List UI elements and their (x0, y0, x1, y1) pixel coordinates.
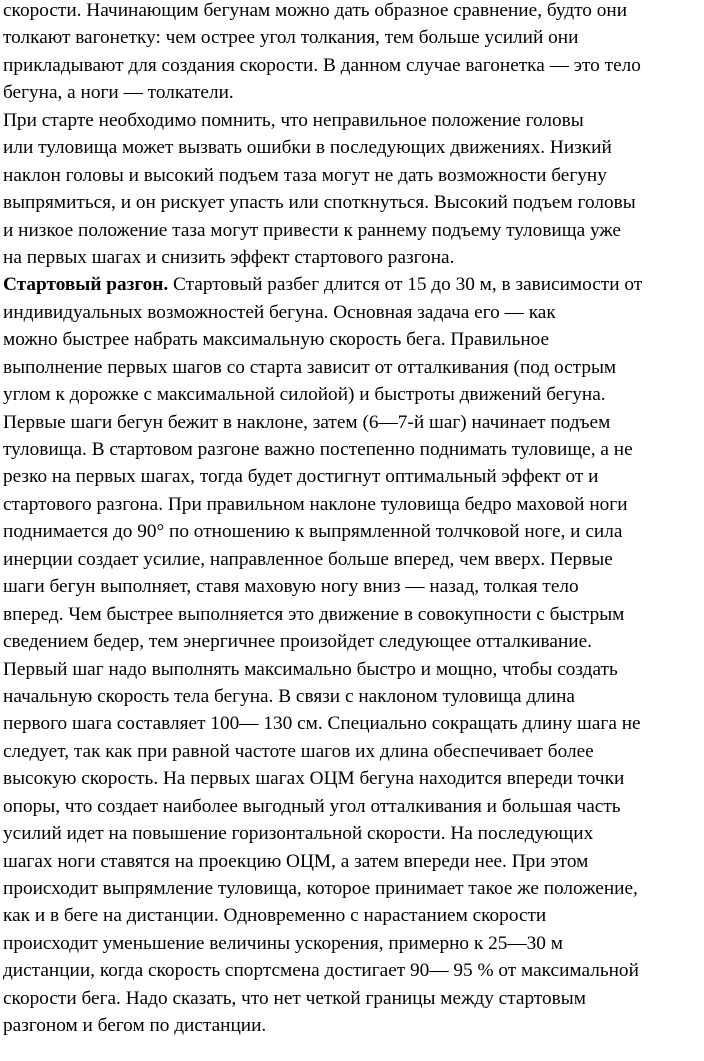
text-line: начальную скорость тела бегуна. В связи с наклоном туловища длина (3, 685, 575, 707)
text-line: можно быстрее набрать максимальную скорость бега. Правильное (3, 329, 550, 351)
text-line: толкают вагонетку: чем острее угол толкания, тем больше усилий они (3, 27, 579, 49)
text-line: и низкое положение таза могут привести к раннему подъему туловища уже (3, 219, 621, 241)
text-line: или туловища может вызвать ошибки в последующих движениях. Низкий (3, 137, 612, 159)
text-line: выполнение первых шагов со старта зависит от отталкивания (под острым (3, 356, 617, 378)
text-line: При старте необходимо помнить, что неправильное положение головы (3, 109, 584, 131)
text-line: поднимается до 90° по отношению к выпрямленной толчковой ноге, и сила (3, 521, 623, 543)
text-line: шагах ноги ставятся на проекцию ОЦМ, а затем впереди нее. При этом (3, 850, 589, 872)
text-line: первого шага составляет 100— 130 см. Специально сокращать длину шага не (3, 713, 641, 735)
text-line: происходит уменьшение величины ускорения, примерно к 25—30 м (3, 932, 563, 954)
text-line: усилий идет на повышение горизонтальной скорости. На последующих (3, 823, 594, 845)
text-line: прикладывают для создания скорости. В данном случае вагонетка — это тело (3, 54, 641, 76)
text-line: следует, так как при равной частоте шагов их длина обеспечивает более (3, 740, 594, 762)
text-line: индивидуальных возможностей бегуна. Основная задача его — как (3, 301, 556, 323)
text-line: выпрямиться, и он рискует упасть или споткнуться. Высокий подъем головы (3, 192, 636, 214)
text-line: туловища. В стартовом разгоне важно постепенно поднимать туловище, а не (3, 439, 633, 460)
text-line: высокую скорость. На первых шагах ОЦМ бегуна находится впереди точки (3, 768, 625, 790)
text-line: инерции создает усилие, направленное больше вперед, чем вверх. Первые (3, 548, 613, 570)
text-line: разгоном и бегом по дистанции. (3, 1015, 267, 1037)
text-line: происходит выпрямление туловища, которое принимает такое же положение, (3, 878, 638, 899)
text-line: наклон головы и высокий подъем таза могут не дать возможности бегуну (3, 164, 607, 186)
text-line: на первых шагах и снизить эффект стартового разгона. (3, 246, 455, 268)
text-line: сведением бедер, тем энергичнее произойдет следующее отталкивание. (3, 631, 592, 653)
text-line: опоры, что создает наиболее выгодный угол отталкивания и большая часть (3, 795, 621, 817)
text-line: скорости бега. Надо сказать, что нет четкой границы между стартовым (3, 987, 586, 1009)
text-line: скорости. Начинающим бегунам можно дать образное сравнение, будто они (3, 0, 628, 21)
text-line: бегуна, а ноги — толкатели. (3, 82, 234, 104)
text-line: стартового разгона. При правильном наклоне туловища бедро маховой ноги (3, 493, 628, 515)
document-page (3, 0, 703, 1040)
text-line: Первые шаги бегун бежит в наклоне, затем (6—7-й шаг) начинает подъем (3, 411, 611, 433)
text-line: вперед. Чем быстрее выполняется это движение в совокупности с быстрым (3, 603, 625, 625)
text-line: шаги бегун выполняет, ставя маховую ногу вниз — назад, толкая тело (3, 576, 579, 598)
text-line: углом к дорожке с максимальной силойой) и быстроты движений бегуна. (3, 384, 606, 406)
text-line: резко на первых шагах, тогда будет достигнут оптимальный эффект от и (3, 466, 599, 488)
section-heading-line (3, 271, 703, 298)
section-heading: Стартовый разгон. (3, 274, 169, 296)
text-line: как и в беге на дистанции. Одновременно с нарастанием скорости (3, 905, 547, 927)
text-line: Первый шаг надо выполнять максимально быстро и мощно, чтобы создать (3, 658, 618, 680)
text-line: дистанции, когда скорость спортсмена достигает 90— 95 % от максимальной (3, 960, 639, 982)
section-heading-rest: Стартовый разбег длится от 15 до 30 м, в зависимости от (168, 274, 643, 296)
